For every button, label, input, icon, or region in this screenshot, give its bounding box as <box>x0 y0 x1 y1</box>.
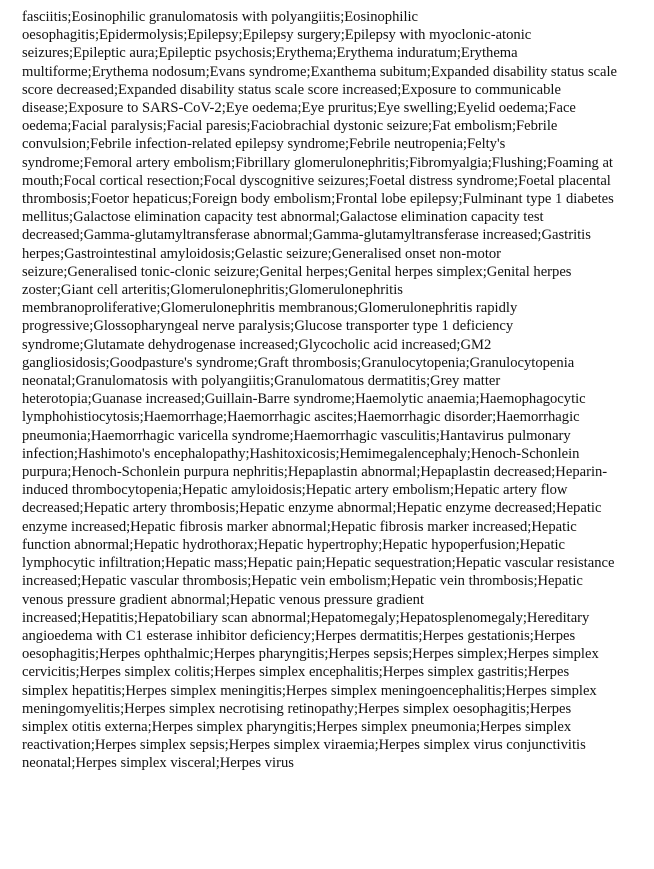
document-page <box>22 8 618 773</box>
adverse-event-terms-paragraph: fasciitis;Eosinophilic granulomatosis with polyangiitis;Eosinophilic oesophagitis;Epidermolysis;Epilepsy;Epilepsy surgery;Epilepsy with myoclonic-atonic seizures;Epileptic aura;Epileptic psychosis;Erythema;Erythema induratum;Erythema multiforme;Erythema nodosum;Evans syndrome;Exanthema subitum;Expanded disability status scale score decreased;Expanded disability status scale score increased;Exposure to communicable disease;Exposure to SARS-CoV-2;Eye oedema;Eye pruritus;Eye swelling;Eyelid oedema;Face oedema;Facial paralysis;Facial paresis;Faciobrachial dystonic seizure;Fat embolism;Febrile convulsion;Febrile infection-related epilepsy syndrome;Febrile neutropenia;Felty's syndrome;Femoral artery embolism;Fibrillary glomerulonephritis;Fibromyalgia;Flushing;Foaming at mouth;Focal cortical resection;Focal dyscognitive seizures;Foetal distress syndrome;Foetal placental thrombosis;Foetor hepaticus;Foreign body embolism;Frontal lobe epilepsy;Fulminant type 1 diabetes mellitus;Galactose elimination capacity test abnormal;Galactose elimination capacity test decreased;Gamma-glutamyltransferase abnormal;Gamma-glutamyltransferase increased;Gastritis herpes;Gastrointestinal amyloidosis;Gelastic seizure;Generalised onset non-motor seizure;Generalised tonic-clonic seizure;Genital herpes;Genital herpes simplex;Genital herpes zoster;Giant cell arteritis;Glomerulonephritis;Glomerulonephritis membranoproliferative;Glomerulonephritis membranous;Glomerulonephritis rapidly progressive;Glossopharyngeal nerve paralysis;Glucose transporter type 1 deficiency syndrome;Glutamate dehydrogenase increased;Glycocholic acid increased;GM2 gangliosidosis;Goodpasture's syndrome;Graft thrombosis;Granulocytopenia;Granulocytopenia neonatal;Granulomatosis with polyangiitis;Granulomatous dermatitis;Grey matter heterotopia;Guanase increased;Guillain-Barre syndrome;Haemolytic anaemia;Haemophagocytic lymphohistiocytosis;Haemorrhage;Haemorrhagic ascites;Haemorrhagic disorder;Haemorrhagic pneumonia;Haemorrhagic varicella syndrome;Haemorrhagic vasculitis;Hantavirus pulmonary infection;Hashimoto's encephalopathy;Hashitoxicosis;Hemimegalencephaly;Henoch-Schonlein purpura;Henoch-Schonlein purpura nephritis;Hepaplastin abnormal;Hepaplastin decreased;Heparin-induced thrombocytopenia;Hepatic amyloidosis;Hepatic artery embolism;Hepatic artery flow decreased;Hepatic artery thrombosis;Hepatic enzyme abnormal;Hepatic enzyme decreased;Hepatic enzyme increased;Hepatic fibrosis marker abnormal;Hepatic fibrosis marker increased;Hepatic function abnormal;Hepatic hydrothorax;Hepatic hypertrophy;Hepatic hypoperfusion;Hepatic lymphocytic infiltration;Hepatic mass;Hepatic pain;Hepatic sequestration;Hepatic vascular resistance increased;Hepatic vascular thrombosis;Hepatic vein embolism;Hepatic vein thrombosis;Hepatic venous pressure gradient abnormal;Hepatic venous pressure gradient increased;Hepatitis;Hepatobiliary scan abnormal;Hepatomegaly;Hepatosplenomegaly;Hereditary angioedema with C1 esterase inhibitor deficiency;Herpes dermatitis;Herpes gestationis;Herpes oesophagitis;Herpes ophthalmic;Herpes pharyngitis;Herpes sepsis;Herpes simplex;Herpes simplex cervicitis;Herpes simplex colitis;Herpes simplex encephalitis;Herpes simplex gastritis;Herpes simplex hepatitis;Herpes simplex meningitis;Herpes simplex meningoencephalitis;Herpes simplex meningomyelitis;Herpes simplex necrotising retinopathy;Herpes simplex oesophagitis;Herpes simplex otitis externa;Herpes simplex pharyngitis;Herpes simplex pneumonia;Herpes simplex reactivation;Herpes simplex sepsis;Herpes simplex viraemia;Herpes simplex virus conjunctivitis neonatal;Herpes simplex visceral;Herpes virus <box>22 9 617 772</box>
